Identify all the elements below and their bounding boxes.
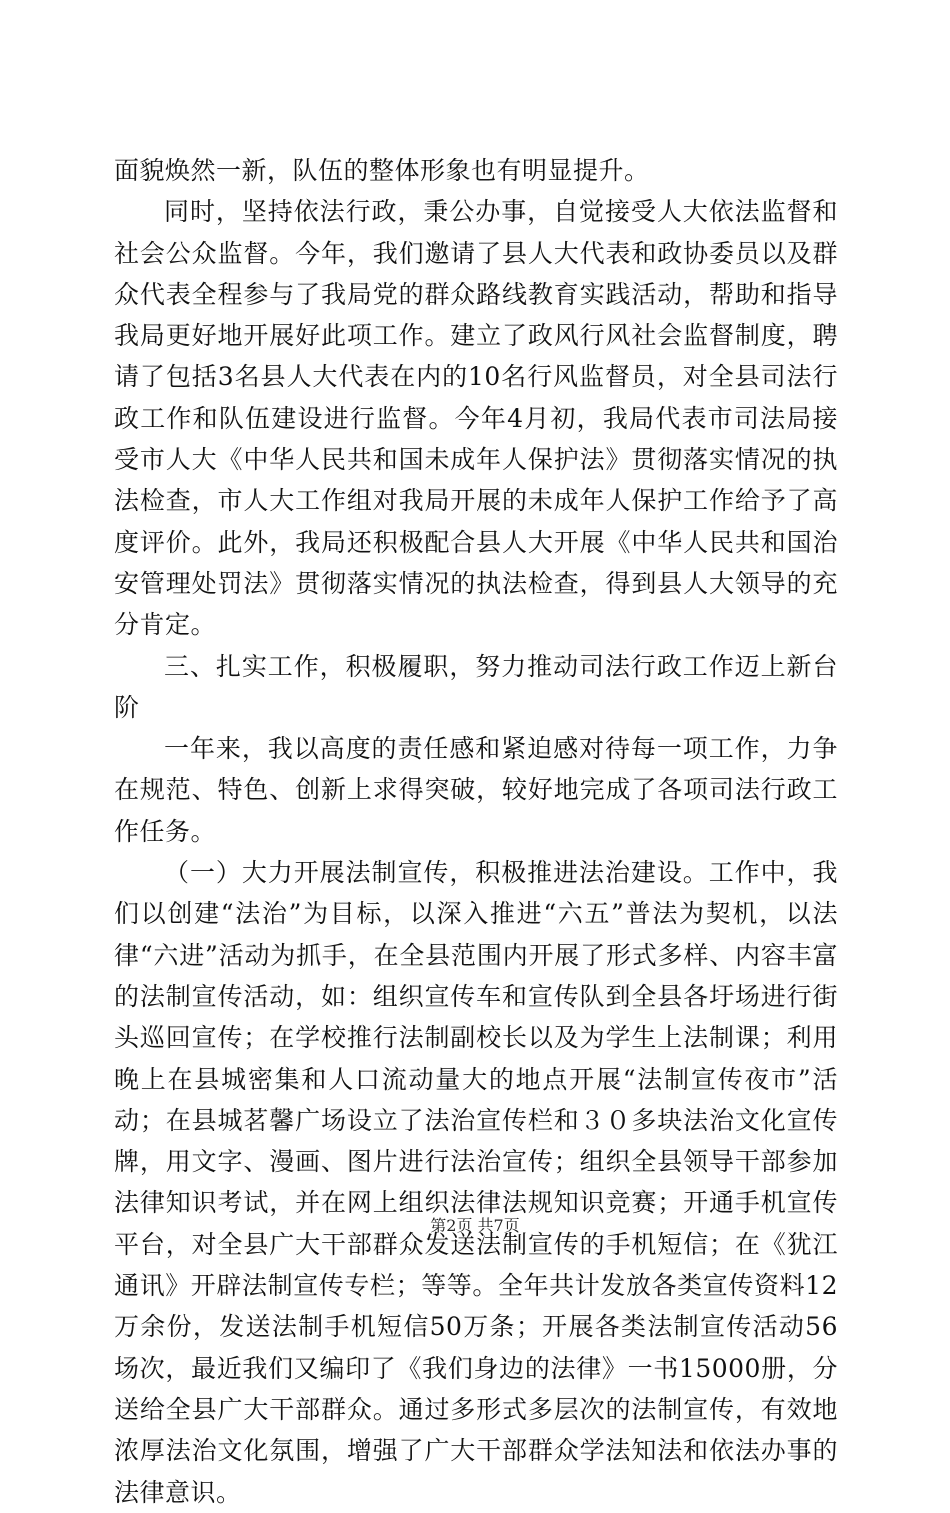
page-footer: 第2页 共7页 (430, 1216, 520, 1235)
section-heading-three: 三、扎实工作，积极履职，努力推动司法行政工作迈上新台阶 (114, 651, 838, 722)
paragraph-year-summary: 一年来，我以高度的责任感和紧迫感对待每一项工作，力争在规范、特色、创新上求得突破，较好地完成了各项司法行政工作任务。 (114, 734, 838, 846)
paragraph-supervision: 同时，坚持依法行政，秉公办事，自觉接受人大依法监督和社会公众监督。今年，我们邀请了县人大代表和政协委员以及群众代表全程参与了我局党的群众路线教育实践活动，帮助和指导我局更好地开展好此项工作。建立了政风行风社会监督制度，聘请了包括3名县人大代表在内的10名行风监督员，对全县司法行政工作和队伍建设进行监督。今年4月初，我局代表市司法局接受市人大《中华人民共和国未成年人保护法》贯彻落实情况的执法检查，市人大工作组对我局开展的未成年人保护工作给予了高度评价。此外，我局还积极配合县人大开展《中华人民共和国治安管理处罚法》贯彻落实情况的执法检查，得到县人大领导的充分肯定。 (114, 197, 838, 640)
document-body (114, 150, 838, 1513)
paragraph-legal-publicity: （一）大力开展法制宣传，积极推进法治建设。工作中，我们以创建“法治”为目标，以深入推进“六五”普法为契机，以法律“六进”活动为抓手，在全县范围内开展了形式多样、内容丰富的法制宣传活动，如：组织宣传车和宣传队到全县各圩场进行街头巡回宣传；在学校推行法制副校长以及为学生上法制课；利用晚上在县城密集和人口流动量大的地点开展“法制宣传夜市”活动；在县城茗馨广场设立了法治宣传栏和３０多块法治文化宣传牌，用文字、漫画、图片进行法治宣传；组织全县领导干部参加法律知识考试，并在网上组织法律法规知识竞赛；开通手机宣传平台，对全县广大干部群众发送法制宣传的手机短信；在《犹江通讯》开辟法制宣传专栏；等等。全年共计发放各类宣传资料12万余份，发送法制手机短信50万条；开展各类法制宣传活动56场次，最近我们又编印了《我们身边的法律》一书15000册，分送给全县广大干部群众。通过多形式多层次的法制宣传，有效地浓厚法治文化氛围，增强了广大干部群众学法知法和依法办事的法律意识。 (114, 858, 838, 1507)
paragraph-continuation: 面貌焕然一新，队伍的整体形象也有明显提升。 (114, 156, 650, 185)
